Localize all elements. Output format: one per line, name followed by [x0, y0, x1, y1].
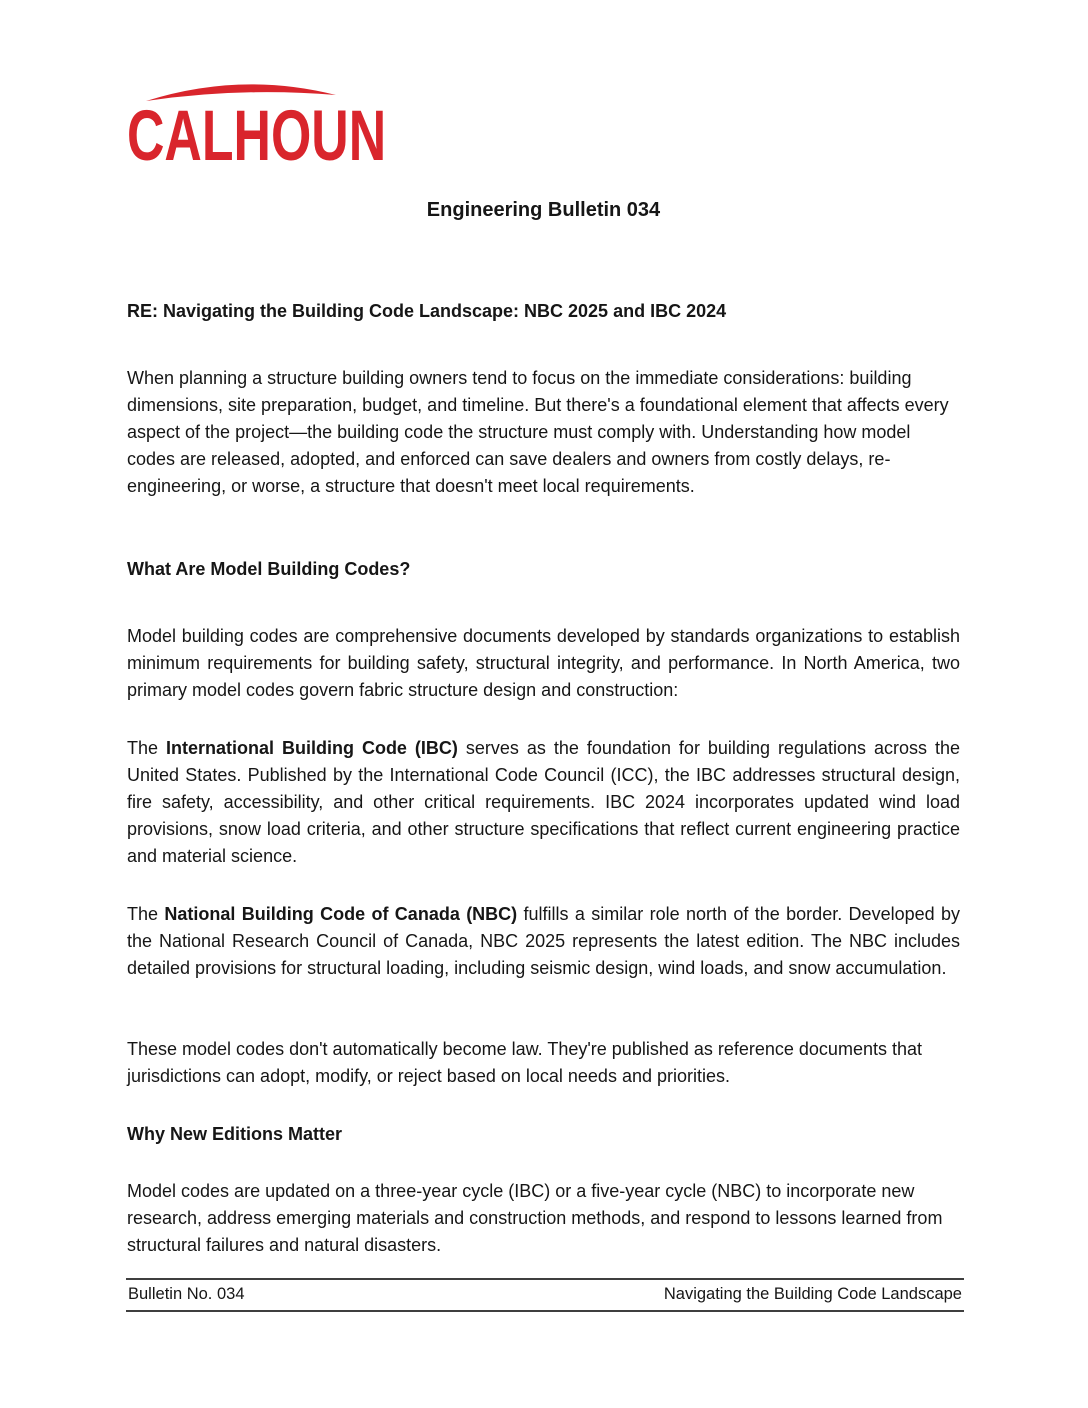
footer-bulletin-number: Bulletin No. 034 — [128, 1285, 245, 1303]
paragraph-update-cycle: Model codes are updated on a three-year cycle (IBC) or a five-year cycle (NBC) to incorporate new research, address emerging materials and construction methods, and respond to lessons learned from structural failures and natural disasters. — [127, 1181, 943, 1255]
subject-line: RE: Navigating the Building Code Landscape: NBC 2025 and IBC 2024 — [127, 301, 727, 321]
paragraph-nbc: The National Building Code of Canada (NBC) fulfills a similar role north of the border. Developed by the National Research Council of Canada, NBC 2025 represents the latest edition. The NBC includes detailed provisions for structural loading, including seismic design, wind loads, and snow accumulation. — [127, 904, 960, 978]
section-heading-why-new-editions: Why New Editions Matter — [127, 1124, 343, 1144]
paragraph-ibc: The International Building Code (IBC) serves as the foundation for building regulations across the United States. Published by the International Code Council (ICC), the IBC addresses structural design, fire safety, accessibility, and other critical requirements. IBC 2024 incorporates updated wind load provisions, snow load criteria, and other structure specifications that reflect current engineering practice and material science. — [127, 738, 960, 866]
paragraph-adoption: These model codes don't automatically become law. They're published as reference documents that jurisdictions can adopt, modify, or reject based on local needs and priorities. — [127, 1039, 922, 1086]
bulletin-title: Engineering Bulletin 034 — [426, 199, 661, 221]
paragraph-intro: When planning a structure building owners tend to focus on the immediate considerations: building dimensions, site preparation, budget, and timeline. But there's a foundational element that affects every aspect of the project—the building code the structure must comply with. Understanding how model codes are released, adopted, and enforced can save dealers and owners from costly delays, re-engineering, or worse, a structure that doesn't meet local requirements. — [127, 368, 949, 496]
footer-document-title: Navigating the Building Code Landscape — [663, 1285, 962, 1303]
section-heading-model-building-codes: What Are Model Building Codes? — [127, 559, 411, 579]
page-footer — [126, 1278, 964, 1312]
calhoun-logo-text: CALHOUN — [127, 97, 387, 176]
paragraph-model-codes: Model building codes are comprehensive documents developed by standards organizations to establish minimum requirements for building safety, structural integrity, and performance. In North America, two primary model codes govern fabric structure design and construction: — [127, 626, 960, 700]
